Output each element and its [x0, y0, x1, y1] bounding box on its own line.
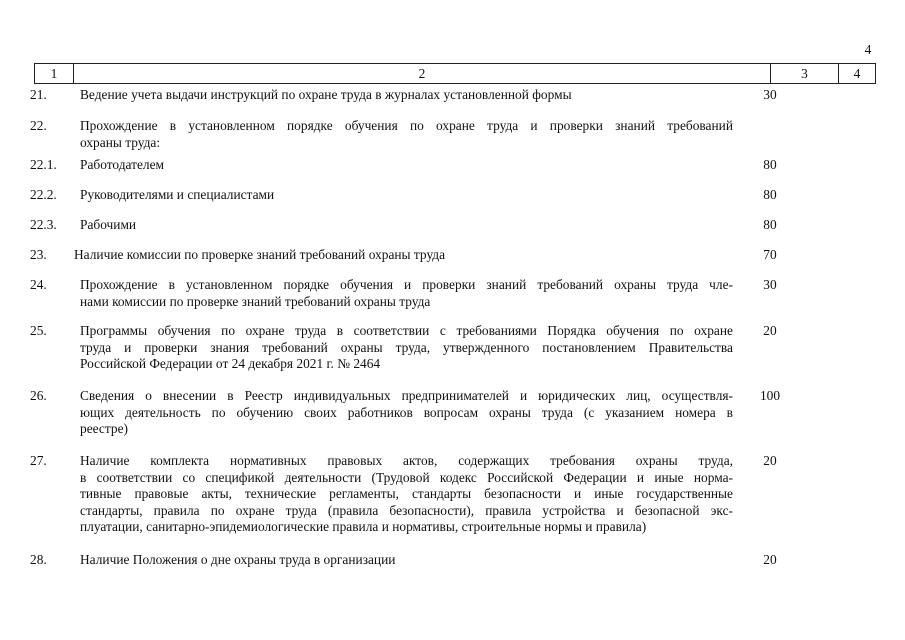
row-number: 24. — [30, 277, 47, 292]
row-text-line: Ведение учета выдачи инструкций по охране труда в журналах установленной формы — [80, 87, 572, 102]
row-value: 80 — [763, 217, 777, 232]
row-text — [80, 187, 733, 204]
row-text-line: Сведения о внесении в Реестр индивидуальных предпринимателей и юридических лиц, осуществля- — [80, 388, 733, 403]
row-value: 100 — [759, 388, 781, 403]
row-number: 27. — [30, 453, 47, 468]
row-text — [80, 277, 733, 310]
row-text-line: ющих деятельность по обучению своих работников вопросам охраны труда (с указанием номера в — [80, 404, 733, 420]
row-value: 30 — [763, 87, 777, 102]
row-text-line: Российской Федерации от 24 декабря 2021 г. № 2464 — [80, 356, 381, 371]
row-text-line: Прохождение в установленном порядке обучения по охране труда и проверки знаний требований — [80, 118, 733, 133]
row-value: 80 — [763, 157, 777, 172]
row-number: 22.3. — [30, 217, 57, 232]
row-number: 21. — [30, 87, 47, 102]
row-number: 22.1. — [30, 157, 57, 172]
row-number: 23. — [30, 247, 47, 262]
row-text — [80, 157, 733, 174]
row-text — [80, 388, 733, 438]
row-text-line: Прохождение в установленном порядке обучения и проверки знаний требований охраны труда чле- — [80, 277, 733, 292]
row-text — [80, 552, 733, 569]
page-number: 4 — [864, 42, 872, 57]
row-value: 30 — [763, 277, 777, 292]
row-value: 80 — [763, 187, 777, 202]
row-text-line: нами комиссии по проверке знаний требований охраны труда — [80, 293, 431, 309]
row-text — [80, 323, 733, 373]
row-text — [74, 247, 727, 264]
row-number: 22.2. — [30, 187, 57, 202]
row-number: 25. — [30, 323, 47, 338]
row-text-line: стандарты, правила по охране труда (правила безопасности), правила устройства и безопасной экс- — [80, 502, 733, 518]
row-text — [80, 217, 733, 234]
row-value: 20 — [763, 323, 777, 338]
row-value: 20 — [763, 552, 777, 567]
row-text — [80, 87, 733, 104]
row-text-line: реестре) — [80, 421, 128, 436]
row-number: 26. — [30, 388, 47, 403]
row-text-line: в соответствии со спецификой деятельности (Трудовой кодекс Российской Федерации и иные норма- — [80, 469, 733, 485]
column-header-3: 3 — [771, 64, 839, 84]
row-text-line: Наличие Положения о дне охраны труда в организации — [80, 552, 396, 567]
row-text-line: Работодателем — [80, 157, 165, 172]
row-text-line: Рабочими — [80, 217, 137, 232]
row-text — [80, 453, 733, 536]
row-number: 28. — [30, 552, 47, 567]
column-header-1: 1 — [35, 64, 74, 84]
row-text-line: охраны труда: — [80, 134, 161, 150]
row-text — [80, 118, 733, 151]
row-text-line: Программы обучения по охране труда в соответствии с требованиями Порядка обучения по охране — [80, 323, 733, 338]
row-text-line: плуатации, санитарно-эпидемиологические правила и нормативы, строительные нормы и правила) — [80, 519, 647, 534]
row-text-line: Руководителями и специалистами — [80, 187, 275, 202]
row-value: 20 — [763, 453, 777, 468]
row-text-line: труда и проверки знания требований охраны труда, утвержденного постановлением Правительства — [80, 339, 733, 355]
column-header-table — [34, 63, 876, 84]
column-header-row — [35, 64, 876, 84]
row-text-line: Наличие комиссии по проверке знаний требований охраны труда — [74, 247, 446, 262]
row-number: 22. — [30, 118, 47, 133]
column-header-4: 4 — [839, 64, 876, 84]
row-text-line: Наличие комплекта нормативных правовых актов, содержащих требования охраны труда, — [80, 453, 733, 468]
row-value: 70 — [763, 247, 777, 262]
row-text-line: тивные правовые акты, технические регламенты, стандарты безопасности и иные государственные — [80, 486, 733, 501]
column-header-2: 2 — [74, 64, 771, 84]
